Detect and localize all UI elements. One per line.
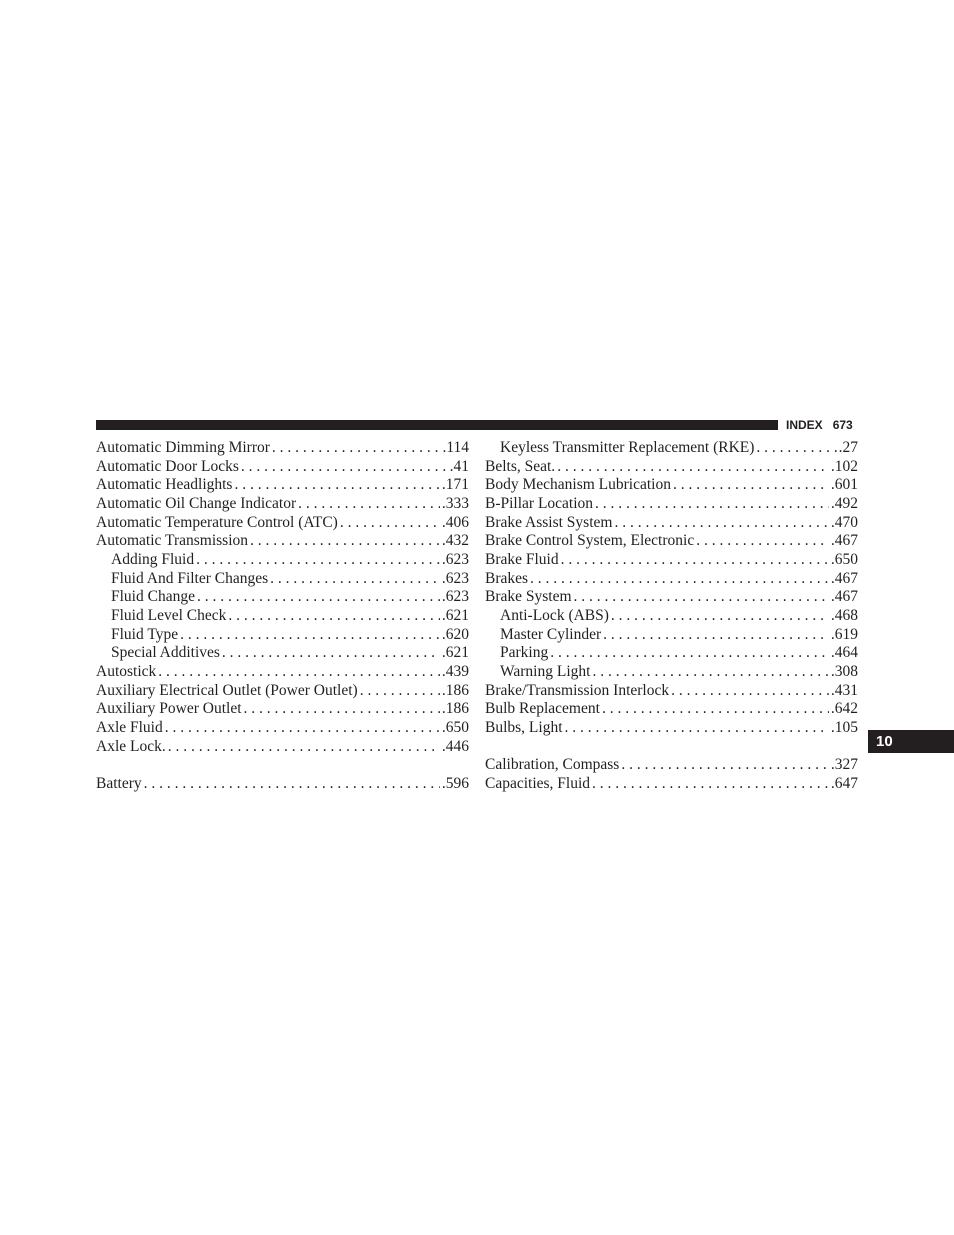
index-page-ref: .623 xyxy=(441,550,469,568)
index-term: Fluid And Filter Changes xyxy=(111,569,269,587)
dot-leader xyxy=(673,476,829,495)
index-subentry xyxy=(485,644,858,663)
index-page-ref: .621 xyxy=(441,606,469,624)
index-page-ref: .467 xyxy=(830,588,858,606)
index-term: Automatic Oil Change Indicator xyxy=(96,494,297,512)
index-page-ref: .601 xyxy=(830,476,858,494)
index-term: Warning Light xyxy=(500,662,591,680)
index-page-ref: .650 xyxy=(441,718,469,736)
index-page-ref: .650 xyxy=(830,550,858,568)
index-subentry xyxy=(485,626,858,645)
index-page-ref: .623 xyxy=(441,569,469,587)
index-term: Fluid Type xyxy=(111,625,179,643)
index-term: Automatic Dimming Mirror xyxy=(96,439,270,456)
index-entry xyxy=(485,682,858,701)
index-term: Anti-Lock (ABS) xyxy=(500,606,609,624)
index-term: Brake Control System, Electronic xyxy=(485,532,695,550)
dot-leader xyxy=(550,644,829,663)
dot-leader xyxy=(250,532,440,551)
index-term: Brake Fluid xyxy=(485,550,559,568)
index-page-ref: .308 xyxy=(830,662,858,680)
index-term: Fluid Level Check xyxy=(111,606,227,624)
dot-leader xyxy=(592,663,828,682)
dot-leader xyxy=(228,607,440,626)
dot-leader xyxy=(270,570,440,589)
index-page-ref: .333 xyxy=(441,494,469,512)
dot-leader xyxy=(272,439,441,458)
index-entry xyxy=(485,775,858,794)
index-term: Axle Lock. xyxy=(96,737,166,755)
index-entry xyxy=(96,775,469,794)
index-page-ref: .619 xyxy=(830,625,858,643)
dot-leader xyxy=(360,682,440,701)
dot-leader xyxy=(158,663,440,682)
index-subentry xyxy=(96,626,469,645)
index-entry xyxy=(96,532,469,551)
index-term: Parking xyxy=(500,644,549,662)
index-entry xyxy=(96,514,469,533)
index-term: Fluid Change xyxy=(111,588,195,606)
index-page-ref: .446 xyxy=(441,737,469,755)
index-entry xyxy=(96,439,469,458)
section-tab: 10 xyxy=(868,730,954,753)
dot-leader xyxy=(621,756,829,775)
index-term: Bulb Replacement xyxy=(485,700,600,718)
index-entry xyxy=(485,458,858,477)
index-page-ref: .468 xyxy=(830,606,858,624)
index-entry xyxy=(485,588,858,607)
index-page-ref: .621 xyxy=(441,644,469,662)
index-page-ref: .467 xyxy=(830,569,858,587)
dot-leader xyxy=(530,570,829,589)
index-page-ref: .406 xyxy=(441,513,469,531)
index-term: Autostick xyxy=(96,662,157,680)
index-entry xyxy=(96,458,469,477)
index-subentry xyxy=(96,607,469,626)
dot-leader xyxy=(614,514,828,533)
index-subentry xyxy=(485,439,858,458)
index-term: Calibration, Compass xyxy=(485,756,620,774)
index-term: Auxiliary Electrical Outlet (Power Outlet) xyxy=(96,681,358,699)
index-term: Automatic Temperature Control (ATC) xyxy=(96,513,338,531)
index-term: Bulbs, Light xyxy=(485,718,563,736)
index-page-ref: .431 xyxy=(830,681,858,699)
index-term: Capacities, Fluid xyxy=(485,774,591,792)
dot-leader xyxy=(565,719,829,738)
index-entry xyxy=(485,476,858,495)
dot-leader xyxy=(557,458,829,477)
index-entry xyxy=(485,532,858,551)
index-entry xyxy=(485,495,858,514)
index-page-ref: .114 xyxy=(442,439,469,456)
index-subentry xyxy=(96,570,469,589)
index-entry xyxy=(96,682,469,701)
index-page-ref: .432 xyxy=(441,532,469,550)
index-column-left xyxy=(96,439,469,793)
index-term: Brake Assist System xyxy=(485,513,613,531)
index-page-ref: .27 xyxy=(838,439,858,456)
index-page-ref: .464 xyxy=(830,644,858,662)
index-term: Adding Fluid xyxy=(111,550,195,568)
dot-leader xyxy=(222,644,440,663)
index-term: Body Mechanism Lubrication xyxy=(485,476,671,494)
index-page-ref: .439 xyxy=(441,662,469,680)
dot-leader xyxy=(756,439,836,458)
index-term: Belts, Seat. xyxy=(485,457,556,475)
index-term: Keyless Transmitter Replacement (RKE) xyxy=(500,439,755,456)
dot-leader xyxy=(180,626,440,645)
section-title: INDEX xyxy=(786,418,823,432)
index-subentry xyxy=(96,551,469,570)
index-column-right xyxy=(485,439,858,793)
index-page-ref: .470 xyxy=(830,513,858,531)
index-entry xyxy=(485,551,858,570)
dot-leader xyxy=(696,532,829,551)
index-subentry xyxy=(485,663,858,682)
dot-leader xyxy=(165,719,440,738)
index-term: Battery xyxy=(96,774,142,792)
dot-leader xyxy=(168,738,440,757)
dot-leader xyxy=(611,607,829,626)
index-term: Master Cylinder xyxy=(500,625,602,643)
index-term: Automatic Door Locks xyxy=(96,457,239,475)
index-entry xyxy=(96,495,469,514)
index-page-ref: .596 xyxy=(441,774,469,792)
index-gap xyxy=(96,756,469,775)
index-page-ref: .171 xyxy=(441,476,469,494)
index-page-ref: .186 xyxy=(441,700,469,718)
index-term: Automatic Transmission xyxy=(96,532,249,550)
dot-leader xyxy=(602,700,829,719)
index-page-ref: .642 xyxy=(830,700,858,718)
dot-leader xyxy=(234,476,439,495)
index-gap xyxy=(485,738,858,757)
index-page-ref: .620 xyxy=(441,625,469,643)
index-entry xyxy=(96,476,469,495)
index-term: Brake/Transmission Interlock xyxy=(485,681,670,699)
index-term: Special Additives xyxy=(111,644,220,662)
index-entry xyxy=(485,756,858,775)
index-term: Brakes xyxy=(485,569,529,587)
dot-leader xyxy=(671,682,829,701)
running-header xyxy=(786,417,853,433)
index-term: Axle Fluid xyxy=(96,718,163,736)
page-number: 673 xyxy=(832,418,853,432)
index-subentry xyxy=(485,607,858,626)
index-page-ref: .647 xyxy=(830,774,858,792)
index-term: Auxiliary Power Outlet xyxy=(96,700,242,718)
index-page-ref: .492 xyxy=(830,494,858,512)
dot-leader xyxy=(603,626,829,645)
dot-leader xyxy=(144,775,440,794)
dot-leader xyxy=(574,588,829,607)
dot-leader xyxy=(340,514,440,533)
index-entry xyxy=(485,719,858,738)
dot-leader xyxy=(241,458,448,477)
index-entry xyxy=(96,700,469,719)
index-page-ref: .102 xyxy=(830,457,858,475)
index-page-ref: .623 xyxy=(441,588,469,606)
index-entry xyxy=(96,663,469,682)
index-entry xyxy=(96,719,469,738)
index-entry xyxy=(96,738,469,757)
index-entry xyxy=(485,700,858,719)
index-page-ref: .467 xyxy=(830,532,858,550)
index-page-ref: .186 xyxy=(441,681,469,699)
index-subentry xyxy=(96,588,469,607)
index-page-ref: .327 xyxy=(830,756,858,774)
dot-leader xyxy=(592,775,829,794)
dot-leader xyxy=(244,700,440,719)
dot-leader xyxy=(196,551,440,570)
index-term: Automatic Headlights xyxy=(96,476,233,494)
dot-leader xyxy=(561,551,829,570)
index-entry xyxy=(485,570,858,589)
index-entry xyxy=(485,514,858,533)
index-term: B-Pillar Location xyxy=(485,494,594,512)
index-term: Brake System xyxy=(485,588,572,606)
index-subentry xyxy=(96,644,469,663)
index-page-ref: .105 xyxy=(830,718,858,736)
dot-leader xyxy=(595,495,829,514)
dot-leader xyxy=(197,588,440,607)
dot-leader xyxy=(298,495,440,514)
header-rule xyxy=(96,420,778,430)
index-page-ref: .41 xyxy=(449,457,469,475)
